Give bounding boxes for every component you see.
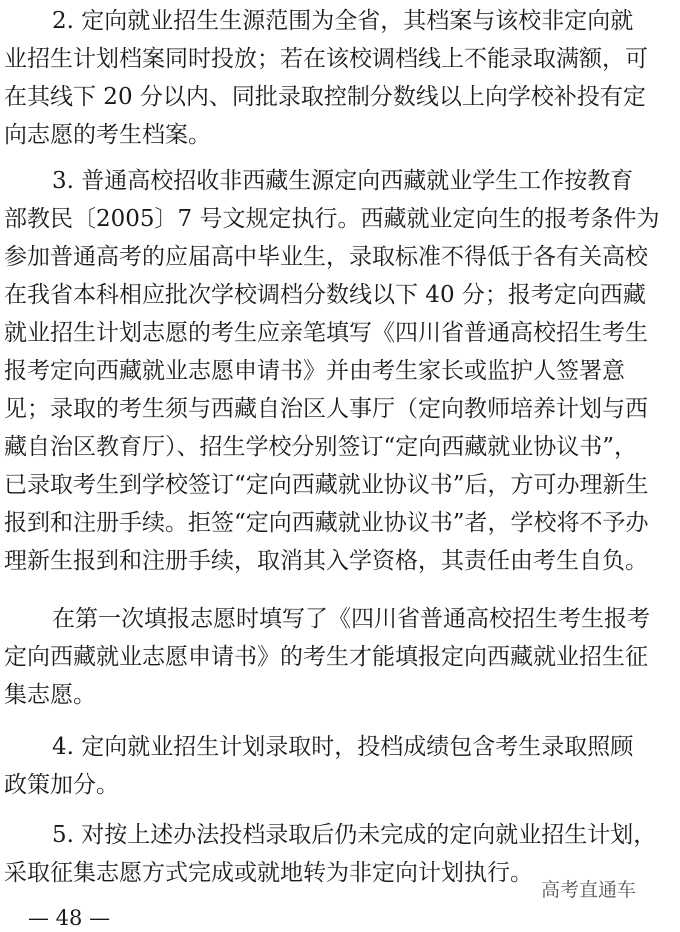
paragraph-line: 采取征集志愿方式完成或就地转为非定向计划执行。 [4, 860, 533, 886]
paragraph-line: 在第一次填报志愿时填写了《四川省普通高校招生考生报考 [52, 606, 650, 632]
paragraph-line: 3. 普通高校招收非西藏生源定向西藏就业学生工作按教育 [52, 168, 634, 194]
paragraph-line: 2. 定向就业招生生源范围为全省，其档案与该校非定向就 [52, 8, 634, 34]
paragraph-line: 在我省本科相应批次学校调档分数线以下 40 分；报考定向西藏 [4, 282, 646, 308]
paragraph-line: 向志愿的考生档案。 [4, 122, 211, 148]
watermark-text: 高考直通车 [541, 879, 637, 901]
paragraph-line: 定向西藏就业志愿申请书》的考生才能填报定向西藏就业招生征 [4, 644, 648, 670]
paragraph-line: 参加普通高考的应届高中毕业生，录取标准不得低于各有关高校 [4, 244, 648, 270]
paragraph-line: 就业招生计划志愿的考生应亲笔填写《四川省普通高校招生考生 [4, 320, 648, 346]
paragraph-line: 在其线下 20 分以内、同批录取控制分数线以上向学校补投有定 [4, 84, 646, 110]
paragraph-line: 政策加分。 [4, 772, 119, 798]
paragraph-line: 见；录取的考生须与西藏自治区人事厅（定向教师培养计划与西 [4, 396, 648, 422]
page-number: — 48 — [28, 906, 111, 930]
paragraph-line: 报到和注册手续。拒签“定向西藏就业协议书”者，学校将不予办 [4, 510, 649, 536]
paragraph-line: 部教民〔2005〕7 号文规定执行。西藏就业定向生的报考条件为 [4, 206, 660, 232]
paragraph-line: 已录取考生到学校签订“定向西藏就业协议书”后，方可办理新生 [4, 472, 649, 498]
paragraph-line: 4. 定向就业招生计划录取时，投档成绩包含考生录取照顾 [52, 734, 634, 760]
paragraph-line: 集志愿。 [4, 682, 96, 708]
paragraph-line: 藏自治区教育厅）、招生学校分别签订“定向西藏就业协议书”， [4, 434, 638, 460]
paragraph-line: 业招生计划档案同时投放；若在该校调档线上不能录取满额，可 [4, 46, 648, 72]
paragraph-line: 报考定向西藏就业志愿申请书》并由考生家长或监护人签署意 [4, 358, 625, 384]
paragraph-line: 理新生报到和注册手续，取消其入学资格，其责任由考生自负。 [4, 548, 648, 574]
paragraph-line: 5. 对按上述办法投档录取后仍未完成的定向就业招生计划， [52, 822, 657, 848]
